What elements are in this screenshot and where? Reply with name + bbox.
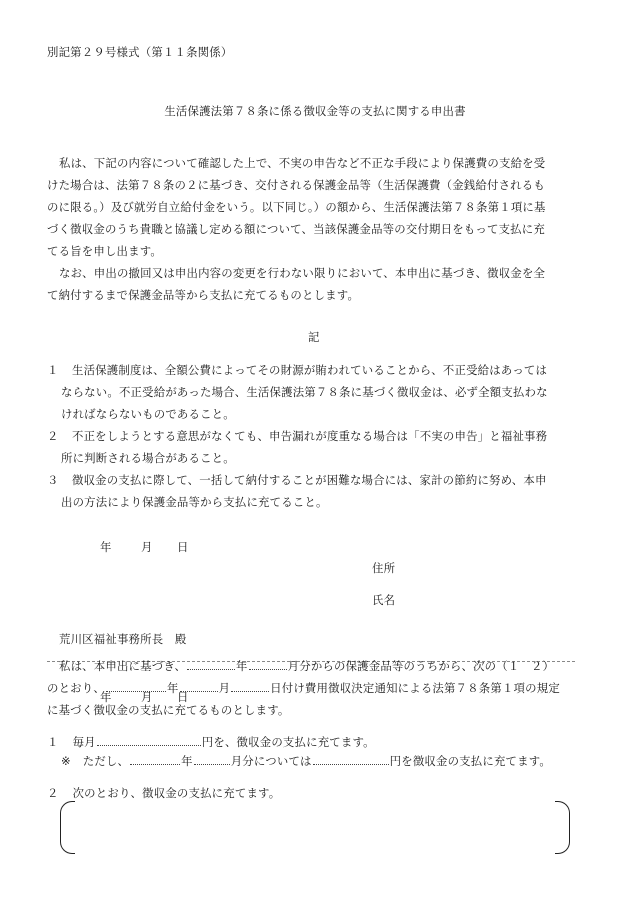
note-text: 月分については xyxy=(230,754,312,768)
lower-para-text: 月分からの保護金品等のうちから、次の（１ ２） xyxy=(287,659,555,673)
addressee: 荒川区福祉事務所長 殿 xyxy=(59,632,187,646)
item-1-number: １ xyxy=(47,363,59,377)
option-1-text: 円を、徴収金の支払に充てます。 xyxy=(201,735,375,749)
lower-para-line-3: に基づく徴収金の支払に充てるものとします。 xyxy=(47,703,290,717)
item-2-number: ２ xyxy=(47,429,59,443)
notice-year-blank[interactable] xyxy=(106,679,166,692)
year-suffix: 年 xyxy=(236,659,248,673)
option-2-entry-area[interactable] xyxy=(60,801,570,852)
date-2-month: 月 xyxy=(141,690,153,704)
intro-line-4: づく徴収金のうち貴職と協議し定める額について、当該保護金品等の交付期日をもって支払に充 xyxy=(47,222,545,236)
item-1-line-2: ならない。不正受給があった場合、生活保護法第７８条に基づく徴収金は、必ず全額支払わな xyxy=(61,385,548,399)
date-1-day: 日 xyxy=(177,540,189,554)
lower-para-line-1 xyxy=(59,655,554,677)
exception-month-blank[interactable] xyxy=(194,752,230,765)
document-title: 生活保護法第７８条に係る徴収金等の支払に関する申出書 xyxy=(164,104,466,118)
notice-month-blank[interactable] xyxy=(180,679,218,692)
option-2-text: 次のとおり、徴収金の支払に充てます。 xyxy=(72,786,281,800)
item-3-line-2: 出の方法により保護金品等から支払に充てること。 xyxy=(61,495,328,509)
note-text: ただし、 xyxy=(82,754,130,768)
note-text: 円を徴収金の支払に充てます。 xyxy=(389,754,551,768)
intro-line-2: けた場合は、法第７８条の２に基づき、交付される保護金品等（生活保護費（金銭給付されるも xyxy=(47,178,545,192)
item-1-line-1: 生活保護制度は、全額公費によってその財源が賄われていることから、不正受給はあっては xyxy=(72,363,548,377)
item-2-line-1: 不正をしようとする意思がなくても、申告漏れが度重なる場合は「不実の申告」と福祉事務 xyxy=(72,429,548,443)
lower-para-line-2 xyxy=(47,677,560,699)
note-mark: ※ xyxy=(61,754,71,768)
notice-day-blank[interactable] xyxy=(231,679,269,692)
date-2-day: 日 xyxy=(177,690,189,704)
form-number-label: 別記第２９号様式（第１１条関係） xyxy=(47,45,233,59)
month-suffix: 月 xyxy=(218,681,231,695)
ki-heading: 記 xyxy=(308,330,320,344)
option-1-number: １ xyxy=(47,735,59,749)
intro-line-6: なお、申出の撤回又は申出内容の変更を行わない限りにおいて、本申出に基づき、徴収金を全 xyxy=(59,266,546,280)
option-1-text: 毎月 xyxy=(72,735,96,749)
address-label: 住所 xyxy=(372,561,396,575)
date-1-month: 月 xyxy=(141,540,153,554)
item-2-line-2: 所に判断される場合があること。 xyxy=(61,451,235,465)
left-bracket xyxy=(60,801,75,854)
exception-amount-blank[interactable] xyxy=(313,752,389,765)
lower-para-text: のとおり、 xyxy=(47,681,105,695)
intro-line-7: て納付するまで保護金品等から支払に充てるものとします。 xyxy=(47,288,360,302)
right-bracket xyxy=(555,801,570,854)
start-year-blank[interactable] xyxy=(187,657,235,670)
name-label: 氏名 xyxy=(372,593,396,607)
intro-line-1: 私は、下記の内容について確認した上で、不実の申告など不正な手段により保護費の支給を受 xyxy=(59,156,546,170)
intro-line-5: てる旨を申し出ます。 xyxy=(47,244,162,258)
date-1-year: 年 xyxy=(100,540,112,554)
option-1-note-line xyxy=(61,750,551,772)
exception-year-blank[interactable] xyxy=(130,752,180,765)
start-month-blank[interactable] xyxy=(249,657,287,670)
option-2-number: ２ xyxy=(47,786,59,800)
item-3-number: ３ xyxy=(47,473,59,487)
year-suffix: 年 xyxy=(166,681,179,695)
monthly-amount-blank[interactable] xyxy=(97,733,201,746)
year-suffix: 年 xyxy=(181,754,193,768)
item-1-line-3: ければならないものであること。 xyxy=(61,407,235,421)
item-3-line-1: 徴収金の支払に際して、一括して納付することが困難な場合には、家計の節約に努め、本申 xyxy=(72,473,547,487)
lower-para-text: 私は、本申出に基づき、 xyxy=(59,659,187,673)
date-2-year: 年 xyxy=(100,690,112,704)
intro-line-3: のに限る。）及び就労自立給付金をいう。以下同じ。）の額から、生活保護法第７８条第１項に基 xyxy=(47,200,546,214)
lower-para-text: 日付け費用徴収決定通知による法第７８条第１項の規定 xyxy=(270,681,560,695)
